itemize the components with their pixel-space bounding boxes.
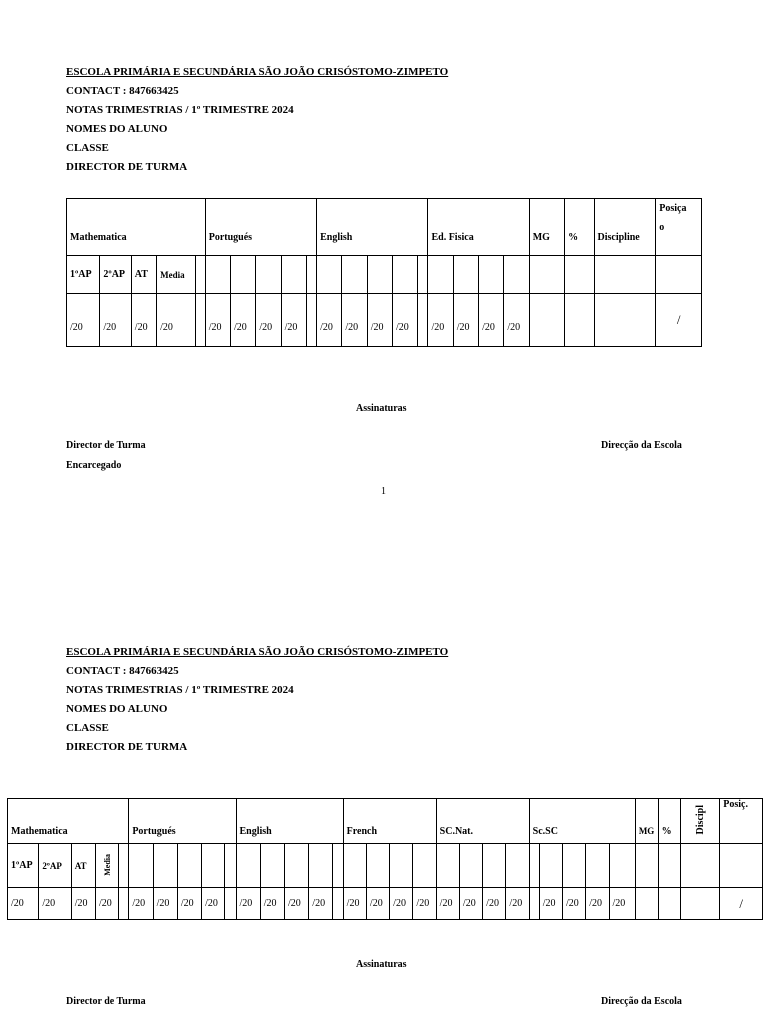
score-cell[interactable]: /20 — [367, 294, 392, 347]
signature-class-director: Director de Turma — [66, 440, 146, 451]
grades-table-page2 — [7, 798, 763, 920]
score-cell[interactable]: /20 — [205, 294, 230, 347]
sub-header-2ap: 2ºAP — [100, 256, 131, 294]
subject-header-sc-sc: Sc.SC — [529, 799, 635, 844]
mg-header: MG — [635, 799, 658, 844]
score-row — [8, 888, 763, 920]
class-director-label: DIRECTOR DE TURMA — [66, 161, 188, 173]
contact-line: CONTACT : 847663425 — [66, 665, 179, 677]
score-row — [67, 294, 702, 347]
position-header — [656, 199, 702, 256]
signature-guardian: Encarcegado — [66, 460, 122, 471]
discipline-header — [680, 799, 719, 844]
term-title: NOTAS TRIMESTRIAS / 1º TRIMESTRE 2024 — [66, 104, 294, 116]
student-name-label: NOMES DO ALUNO — [66, 123, 168, 135]
discipline-header-text: Discipl — [694, 804, 706, 835]
mg-cell[interactable] — [529, 294, 564, 347]
score-cell[interactable]: /20 — [202, 888, 225, 920]
score-cell[interactable]: /20 — [506, 888, 529, 920]
score-cell[interactable]: /20 — [459, 888, 482, 920]
school-name: ESCOLA PRIMÁRIA E SECUNDÁRIA SÃO JOÃO CRISÓSTOMO-ZIMPETO — [66, 66, 449, 78]
signatures-title: Assinaturas — [356, 403, 407, 414]
score-cell[interactable]: /20 — [100, 294, 131, 347]
score-cell[interactable]: /20 — [8, 888, 39, 920]
subject-header-portugues: Portugués — [205, 199, 316, 256]
score-cell[interactable]: /20 — [281, 294, 306, 347]
subject-header-portugues: Portugués — [129, 799, 236, 844]
score-cell[interactable]: /20 — [309, 888, 332, 920]
score-cell[interactable]: /20 — [95, 888, 118, 920]
subject-header-english: English — [317, 199, 428, 256]
discipline-cell[interactable] — [680, 888, 719, 920]
score-cell[interactable]: /20 — [504, 294, 529, 347]
score-cell[interactable]: /20 — [428, 294, 453, 347]
position-cell[interactable]: / — [720, 888, 763, 920]
percent-header: % — [658, 799, 680, 844]
score-cell[interactable]: /20 — [436, 888, 459, 920]
subject-header-english: English — [236, 799, 343, 844]
discipline-header: Discipline — [594, 199, 656, 256]
score-cell[interactable]: /20 — [483, 888, 506, 920]
score-cell[interactable]: /20 — [453, 294, 478, 347]
sub-header-row — [67, 256, 702, 294]
student-name-label: NOMES DO ALUNO — [66, 703, 168, 715]
class-label: CLASSE — [66, 722, 109, 734]
score-cell[interactable]: /20 — [71, 888, 95, 920]
score-cell[interactable]: /20 — [609, 888, 635, 920]
signature-school-direction: Direcção da Escola — [601, 996, 682, 1007]
score-cell[interactable]: /20 — [343, 888, 366, 920]
grades-table-page1 — [66, 198, 702, 347]
subject-header-sc-nat: SC.Nat. — [436, 799, 529, 844]
score-cell[interactable]: /20 — [563, 888, 586, 920]
position-cell[interactable]: / — [656, 294, 702, 347]
score-cell[interactable]: /20 — [393, 294, 418, 347]
signature-school-direction: Direcção da Escola — [601, 440, 682, 451]
position-header-line2: o — [659, 222, 665, 233]
class-director-label: DIRECTOR DE TURMA — [66, 741, 188, 753]
percent-header: % — [565, 199, 594, 256]
school-name: ESCOLA PRIMÁRIA E SECUNDÁRIA SÃO JOÃO CRISÓSTOMO-ZIMPETO — [66, 646, 449, 658]
score-cell[interactable]: /20 — [366, 888, 389, 920]
class-label: CLASSE — [66, 142, 109, 154]
sub-header-media-text: Media — [102, 853, 112, 876]
score-cell[interactable]: /20 — [177, 888, 201, 920]
score-cell[interactable]: /20 — [285, 888, 309, 920]
score-cell[interactable]: /20 — [256, 294, 281, 347]
mg-header: MG — [529, 199, 564, 256]
page1-header — [66, 63, 448, 177]
sub-header-media: Media — [157, 256, 195, 294]
score-cell[interactable]: /20 — [586, 888, 609, 920]
score-cell[interactable]: /20 — [131, 294, 156, 347]
sub-header-1ap: 1ºAP — [8, 844, 39, 888]
subject-header-ed-fisica: Ed. Fisica — [428, 199, 529, 256]
signatures-title: Assinaturas — [356, 959, 407, 970]
sub-header-row — [8, 844, 763, 888]
score-cell[interactable]: /20 — [413, 888, 436, 920]
score-cell[interactable]: /20 — [39, 888, 71, 920]
subject-header-mathematica: Mathematica — [8, 799, 129, 844]
score-cell[interactable]: /20 — [342, 294, 367, 347]
sub-header-at: AT — [131, 256, 156, 294]
score-cell[interactable]: /20 — [157, 294, 195, 347]
score-cell[interactable]: /20 — [390, 888, 413, 920]
sub-header-at: AT — [71, 844, 95, 888]
score-cell[interactable]: /20 — [153, 888, 177, 920]
subject-header-mathematica: Mathematica — [67, 199, 206, 256]
position-header-line1: Posiça — [659, 203, 687, 214]
score-cell[interactable]: /20 — [236, 888, 260, 920]
score-cell[interactable]: /20 — [317, 294, 342, 347]
contact-line: CONTACT : 847663425 — [66, 85, 179, 97]
signature-class-director: Director de Turma — [66, 996, 146, 1007]
sub-header-2ap: 2ºAP — [39, 844, 71, 888]
percent-cell[interactable] — [565, 294, 594, 347]
page-number: 1 — [381, 486, 386, 497]
subject-header-french: French — [343, 799, 436, 844]
mg-cell[interactable] — [635, 888, 658, 920]
sub-header-media — [95, 844, 118, 888]
page2-header — [66, 643, 448, 757]
score-cell[interactable]: /20 — [260, 888, 284, 920]
position-header: Posiç. — [720, 799, 763, 844]
score-cell[interactable]: /20 — [539, 888, 562, 920]
score-cell[interactable]: /20 — [129, 888, 153, 920]
score-cell[interactable]: /20 — [67, 294, 100, 347]
discipline-cell[interactable] — [594, 294, 656, 347]
score-cell[interactable]: /20 — [231, 294, 256, 347]
term-title: NOTAS TRIMESTRIAS / 1º TRIMESTRE 2024 — [66, 684, 294, 696]
score-cell[interactable]: /20 — [479, 294, 504, 347]
sub-header-1ap: 1ºAP — [67, 256, 100, 294]
percent-cell[interactable] — [658, 888, 680, 920]
